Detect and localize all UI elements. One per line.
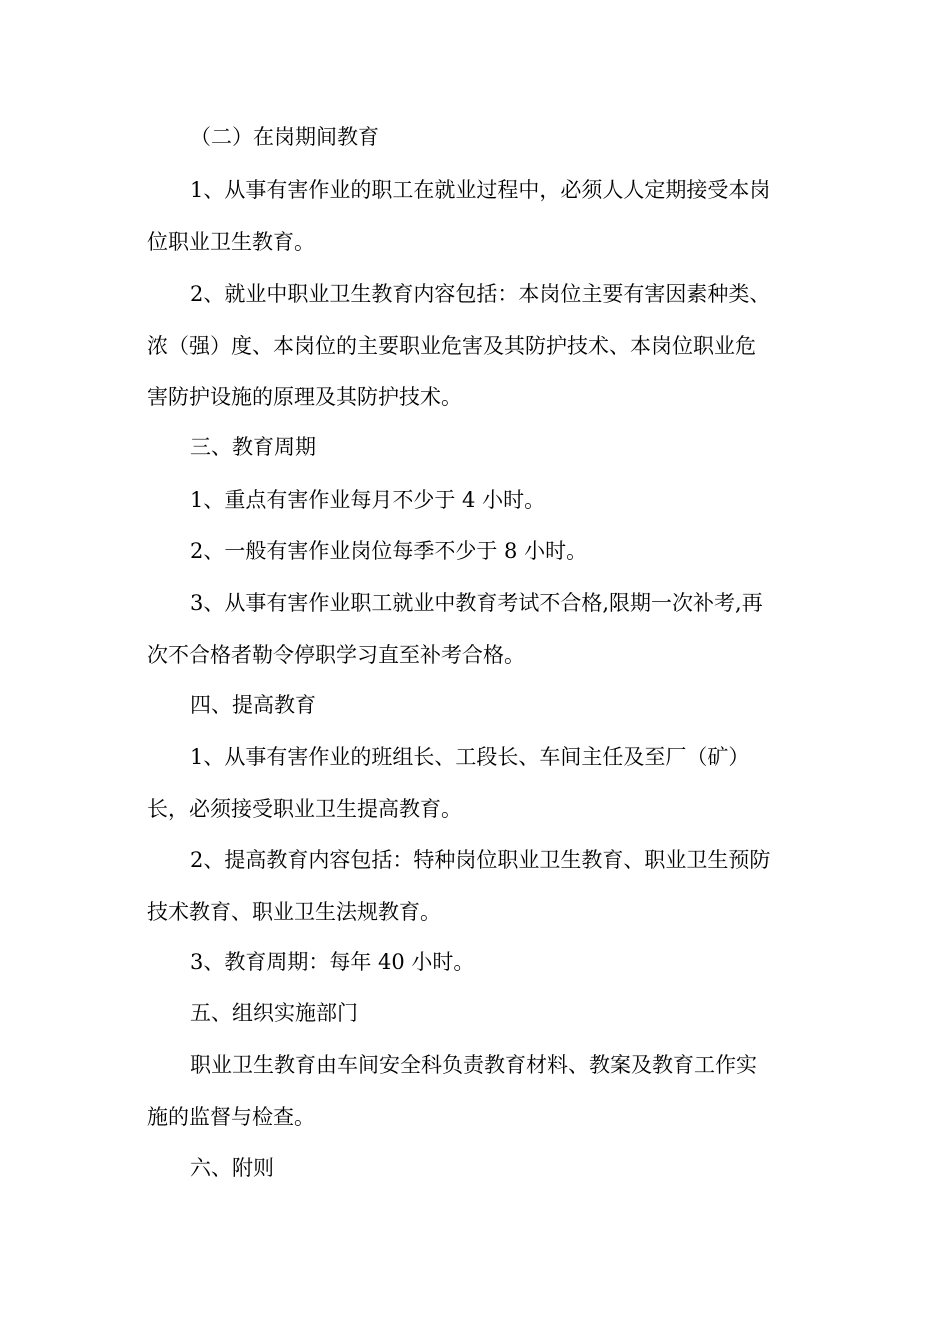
paragraph-line: 2、提高教育内容包括：特种岗位职业卫生教育、职业卫生预防 xyxy=(190,848,771,872)
paragraph-line: 位职业卫生教育。 xyxy=(147,230,315,254)
paragraph-line: 2、就业中职业卫生教育内容包括：本岗位主要有害因素种类、 xyxy=(190,282,771,306)
paragraph-line: 技术教育、职业卫生法规教育。 xyxy=(147,900,441,924)
paragraph-line: 3、教育周期：每年 40 小时。 xyxy=(190,950,475,974)
paragraph-line: 长，必须接受职业卫生提高教育。 xyxy=(147,797,462,821)
paragraph-line: 职业卫生教育由车间安全科负责教育材料、教案及教育工作实 xyxy=(190,1053,757,1077)
paragraph-line: 3、从事有害作业职工就业中教育考试不合格,限期一次补考,再 xyxy=(190,591,763,615)
section-heading-supplementary-provisions: 六、附则 xyxy=(190,1156,274,1180)
paragraph-line: 1、从事有害作业的班组长、工段长、车间主任及至厂（矿） xyxy=(190,745,750,769)
section-heading-advanced-education: 四、提高教育 xyxy=(190,693,316,717)
paragraph-line: 浓（强）度、本岗位的主要职业危害及其防护技术、本岗位职业危 xyxy=(147,334,756,358)
paragraph-line: 1、重点有害作业每月不少于 4 小时。 xyxy=(190,488,546,512)
section-heading-implementation-department: 五、组织实施部门 xyxy=(190,1001,358,1025)
section-heading-education-cycle: 三、教育周期 xyxy=(190,435,316,459)
paragraph-line: 次不合格者勒令停职学习直至补考合格。 xyxy=(147,643,525,667)
section-heading-on-duty-education: （二）在岗期间教育 xyxy=(190,125,379,149)
paragraph-line: 1、从事有害作业的职工在就业过程中，必须人人定期接受本岗 xyxy=(190,178,771,202)
paragraph-line: 2、一般有害作业岗位每季不少于 8 小时。 xyxy=(190,539,588,563)
paragraph-line: 害防护设施的原理及其防护技术。 xyxy=(147,385,462,409)
paragraph-line: 施的监督与检查。 xyxy=(147,1105,315,1129)
